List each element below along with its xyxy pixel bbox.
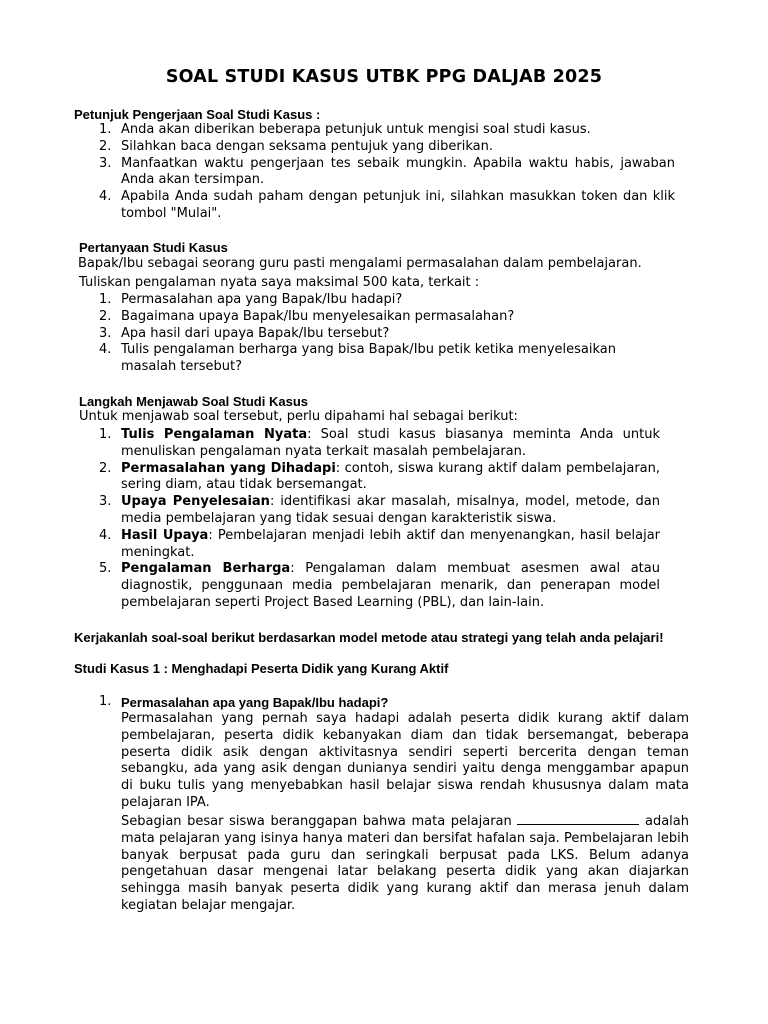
list-item: 3. Manfaatkan waktu pengerjaan tes sebaik mungkin. Apabila waktu habis, jawaban Anda akan tersimpan.	[99, 155, 675, 188]
page-title: SOAL STUDI KASUS UTBK PPG DALJAB 2025	[165, 67, 603, 87]
instruction-text: Kerjakanlah soal-soal berikut berdasarkan model metode atau strategi yang telah anda pelajari!	[74, 630, 664, 645]
langkah-intro: Untuk menjawab soal tersebut, perlu dipahami hal sebagai berikut:	[79, 409, 518, 424]
list-item: 2. Permasalahan yang Dihadapi: contoh, siswa kurang aktif dalam pembelajaran, sering diam, atau tidak bersemangat.	[99, 460, 660, 493]
pertanyaan-list	[99, 292, 666, 376]
list-item: 3. Upaya Penyelesaian: identifikasi akar masalah, misalnya, model, metode, dan media pembelajaran yang tidak sesuai dengan karakteristik siswa.	[99, 494, 660, 526]
question-number: 1.	[99, 694, 112, 709]
list-item: 3. Apa hasil dari upaya Bapak/Ibu tersebut?	[99, 325, 390, 341]
pertanyaan-intro-2: Tuliskan pengalaman nyata saya maksimal 500 kata, terkait :	[79, 275, 480, 290]
list-item: 5. Pengalaman Berharga: Pengalaman dalam membuat asesmen awal atau diagnostik, penggunaan media pembelajaran menarik, dan penerapan model pembelajaran seperti Project Based Learning (PBL), dan lain-lain.	[99, 561, 660, 610]
fill-in-blank	[517, 812, 639, 825]
petunjuk-list	[99, 122, 675, 223]
answer-paragraph-2: Sebagian besar siswa beranggapan bahwa mata pelajaran adalah mata pelajaran yang isinya hanya materi dan bersifat hafalan saja. Pembelajaran lebih banyak berpusat pada guru dan seringkali berpusat pada LKS. Belum adanya pengetahuan dasar mengenai latar belakang peserta didik yang akan diajarkan sehingga masih banyak peserta didik yang kurang aktif dan merasa jenuh dalam kegiatan belajar mengajar.	[121, 814, 690, 913]
langkah-heading: Langkah Menjawab Soal Studi Kasus	[79, 394, 308, 409]
pertanyaan-heading: Pertanyaan Studi Kasus	[79, 240, 228, 255]
answer-paragraph-1: Permasalahan yang pernah saya hadapi adalah peserta didik kurang aktif dalam pembelajaran, peserta didik kebanyakan diam dan tidak bersemangat, beberapa peserta didik asik dengan aktivitasnya sendiri seperti bercerita dengan teman sebangku, ada yang asik dengan dunianya sendiri yaitu denga menggambar apapun di buku tulis yang menyebabkan hasil belajar siswa rendah khususnya dalam mata pelajaran IPA.	[121, 711, 689, 810]
list-item: 2. Bagaimana upaya Bapak/Ibu menyelesaikan permasalahan?	[99, 308, 515, 324]
list-item: 1. Permasalahan apa yang Bapak/Ibu hadapi?	[99, 292, 403, 307]
studi-kasus-heading: Studi Kasus 1 : Menghadapi Peserta Didik yang Kurang Aktif	[74, 661, 449, 676]
list-item: 1. Anda akan diberikan beberapa petunjuk untuk mengisi soal studi kasus.	[99, 122, 591, 137]
list-item: 4. Hasil Upaya: Pembelajaran menjadi lebih aktif dan menyenangkan, hasil belajar meningkat.	[99, 527, 661, 560]
list-item: 4. Tulis pengalaman berharga yang bisa Bapak/Ibu petik ketika menyelesaikan masalah tersebut?	[99, 342, 616, 375]
list-item: 4. Apabila Anda sudah paham dengan petunjuk ini, silahkan masukkan token dan klik tombol "Mulai".	[99, 189, 675, 221]
list-item: 1. Tulis Pengalaman Nyata: Soal studi kasus biasanya meminta Anda untuk menuliskan pengalaman nyata terkait masalah pembelajaran.	[99, 427, 660, 459]
list-item: 2. Silahkan baca dengan seksama pentujuk yang diberikan.	[99, 138, 493, 154]
question-text: Permasalahan apa yang Bapak/Ibu hadapi?	[121, 695, 389, 710]
petunjuk-heading: Petunjuk Pengerjaan Soal Studi Kasus :	[74, 107, 321, 122]
pertanyaan-intro-1: Bapak/Ibu sebagai seorang guru pasti mengalami permasalahan dalam pembelajaran.	[78, 256, 642, 271]
langkah-list	[99, 427, 661, 612]
